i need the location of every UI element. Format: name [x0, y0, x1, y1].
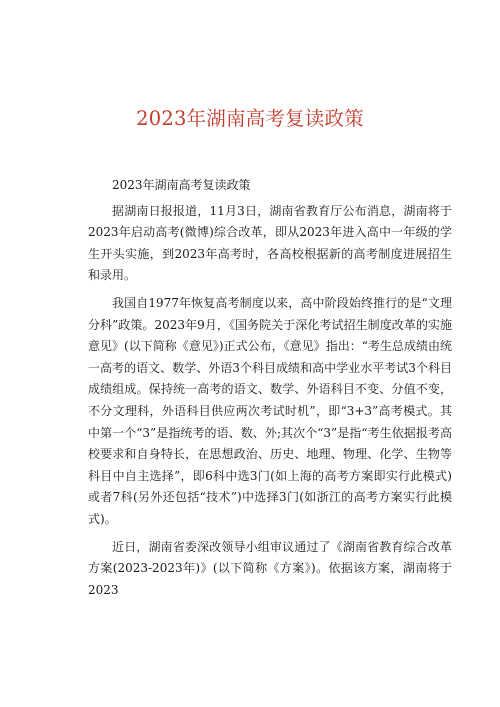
document-subtitle: 2023年湖南高考复读政策: [112, 178, 251, 192]
paragraph-1: 据湖南日报报道，11月3日，湖南省教育厅公布消息，湖南将于2023年启动高考(微博)综合改革，即从2023年进入高中一年级的学生开头实施，到2023年高考时，各高校根据新的高考制度进展招生和录用。: [88, 203, 452, 283]
document-body: [88, 175, 452, 607]
paragraph-2: 我国自1977年恢复高考制度以来，高中阶段始终推行的是“文理分科”政策。2023年9月，《国务院关于深化考试招生制度改革的实施意见》(以下简称《意见》)正式公布，《意见》指出：“考生总成绩由统一高考的语文、数学、外语3个科目成绩和高中学业水平考试3个科目成绩组成。保持统一高考的语文、数学、外语科目不变、分值不变，不分文理科，外语科目供应两次考试时机”，即“3+3”高考模式。其中第一个“3”是指统考的语、数、外;其次个“3”是指“考生依据报考高校要求和自身特长，在思想政治、历史、地理、物理、化学、生物等科目中自主选择”，即6科中选3门(如上海的高考方案即实行此模式)或者7科(另外还包括“技术”)中选择3门(如浙江的高考方案实行此模式)。: [88, 295, 452, 526]
document-title: 2023年湖南高考复读政策: [136, 107, 364, 130]
paragraph-3: 近日，湖南省委深改领导小组审议通过了《湖南省教育综合改革方案(2023-2023年)》(以下简称《方案》)。依据该方案，湖南将于2023: [88, 539, 452, 597]
